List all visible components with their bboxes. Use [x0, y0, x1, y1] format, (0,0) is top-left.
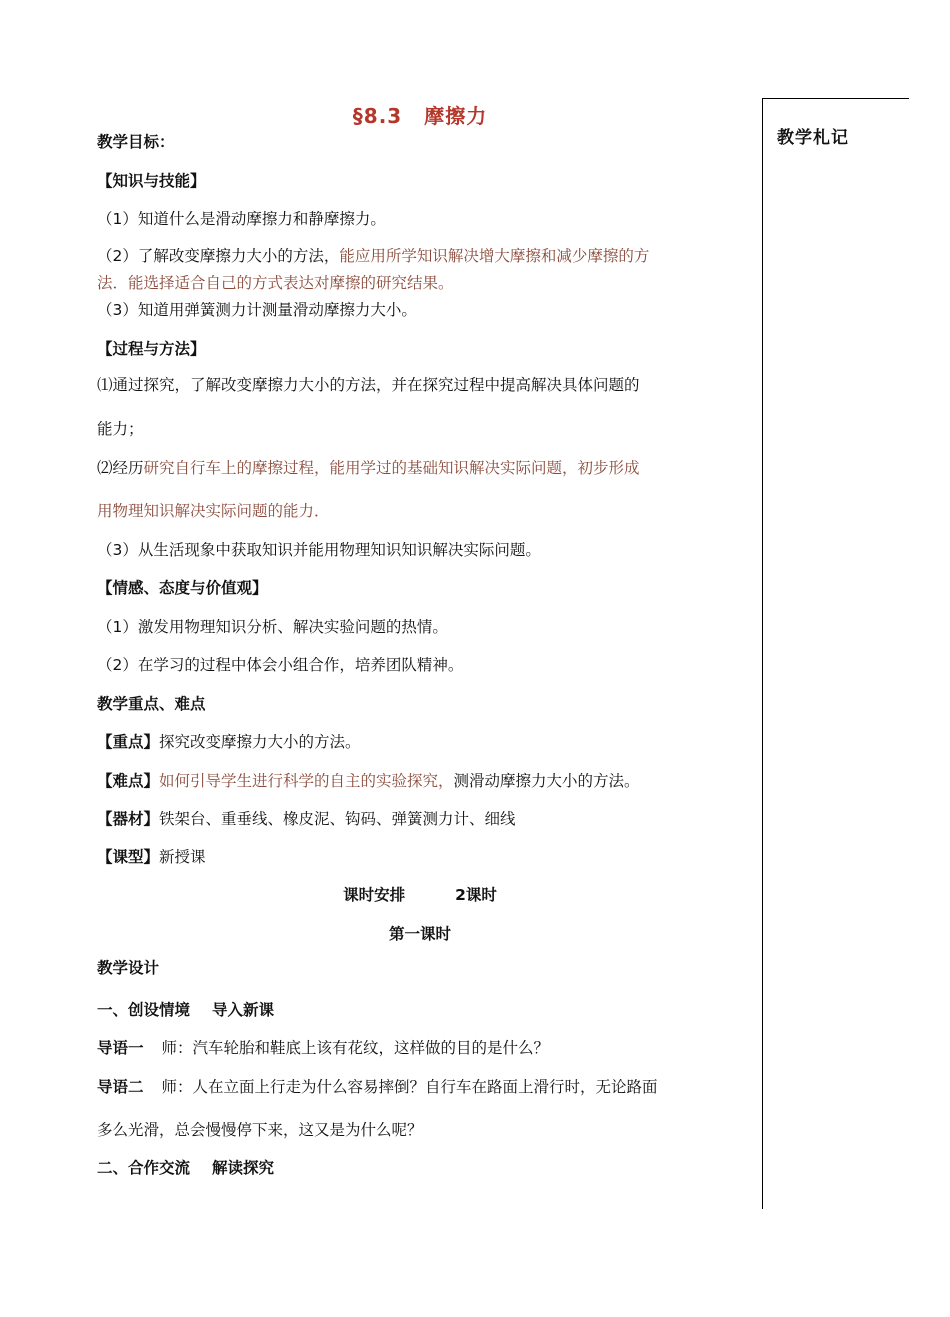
intro-2-text: 师：人在立面上行走为什么容易摔倒？自行车在路面上滑行时，无论路面 — [161, 1078, 658, 1096]
schedule-label: 课时安排 — [343, 886, 406, 904]
process-item-2-line-1 — [97, 458, 640, 478]
process-item-1-line-1: ⑴通过探究，了解改变摩擦力大小的方法，并在探究过程中提高解决具体问题的 — [97, 376, 640, 394]
knowledge-heading: 【知识与技能】 — [97, 172, 206, 190]
intro-1-text: 师：汽车轮胎和鞋底上该有花纹，这样做的目的是什么？ — [161, 1039, 550, 1057]
intro-1-line — [97, 1038, 549, 1058]
difficulty-plain: 测滑动摩擦力大小的方法。 — [453, 772, 640, 790]
teaching-notes-column — [762, 98, 909, 1209]
equipment-line — [97, 809, 516, 829]
part-2-subtitle: 解读探究 — [212, 1159, 275, 1177]
intro-2-line-1 — [97, 1077, 658, 1097]
knowledge-item-2-highlight: 能应用所学知识解决增大摩擦和减少摩擦的方 — [339, 247, 650, 265]
schedule-value: 2课时 — [455, 886, 497, 904]
teaching-notes-heading: 教学札记 — [777, 128, 849, 148]
attitude-item-1: （1）激发用物理知识分析、解决实验问题的热情。 — [97, 618, 448, 636]
page-title — [0, 100, 840, 129]
knowledge-item-2-plain: （2）了解改变摩擦力大小的方法， — [97, 247, 340, 265]
lesson-type-text: 新授课 — [159, 848, 206, 866]
part-1-heading — [97, 1000, 274, 1020]
section-name: 摩擦力 — [424, 104, 488, 128]
focus-line — [97, 732, 361, 752]
key-points-heading: 教学重点、难点 — [97, 695, 206, 713]
equipment-text: 铁架台、重垂线、橡皮泥、钩码、弹簧测力计、细线 — [159, 810, 516, 828]
part-1-subtitle: 导入新课 — [212, 1001, 275, 1019]
difficulty-label: 【难点】 — [97, 772, 160, 790]
equipment-label: 【器材】 — [97, 810, 160, 828]
difficulty-highlight: 如何引导学生进行科学的自主的实验探究， — [159, 772, 454, 790]
objectives-heading: 教学目标： — [97, 133, 175, 151]
knowledge-item-2-line-2: 法．能选择适合自己的方式表达对摩擦的研究结果。 — [97, 274, 454, 292]
part-1-title: 一、创设情境 — [97, 1001, 191, 1019]
process-item-2-highlight: 研究自行车上的摩擦过程，能用学过的基础知识解决实际问题，初步形成 — [143, 459, 640, 477]
lesson-type-line — [97, 847, 206, 867]
process-item-1-line-2: 能力； — [97, 420, 144, 438]
knowledge-item-1: （1）知道什么是滑动摩擦力和静摩擦力。 — [97, 210, 386, 228]
lesson-type-label: 【课型】 — [97, 848, 160, 866]
part-2-heading — [97, 1158, 274, 1178]
attitude-heading: 【情感、态度与价值观】 — [97, 579, 268, 597]
part-2-title: 二、合作交流 — [97, 1159, 191, 1177]
focus-text: 探究改变摩擦力大小的方法。 — [159, 733, 361, 751]
intro-2-label: 导语二 — [97, 1078, 144, 1096]
focus-label: 【重点】 — [97, 733, 160, 751]
knowledge-item-2-line-1 — [97, 246, 649, 266]
process-item-2-plain: ⑵经历 — [97, 459, 144, 477]
design-heading: 教学设计 — [97, 959, 160, 977]
process-item-3: （3）从生活现象中获取知识并能用物理知识知识解决实际问题。 — [97, 541, 541, 559]
section-number: §8.3 — [352, 104, 403, 128]
schedule-line — [0, 885, 840, 905]
intro-2-line-2: 多么光滑，总会慢慢停下来，这又是为什么呢？ — [97, 1121, 423, 1139]
first-lesson-heading: 第一课时 — [388, 925, 451, 943]
knowledge-item-3: （3）知道用弹簧测力计测量滑动摩擦力大小。 — [97, 301, 417, 319]
difficulty-line — [97, 771, 640, 791]
intro-1-label: 导语一 — [97, 1039, 144, 1057]
process-heading: 【过程与方法】 — [97, 340, 206, 358]
process-item-2-line-2: 用物理知识解决实际问题的能力． — [97, 502, 330, 520]
attitude-item-2: （2）在学习的过程中体会小组合作，培养团队精神。 — [97, 656, 464, 674]
